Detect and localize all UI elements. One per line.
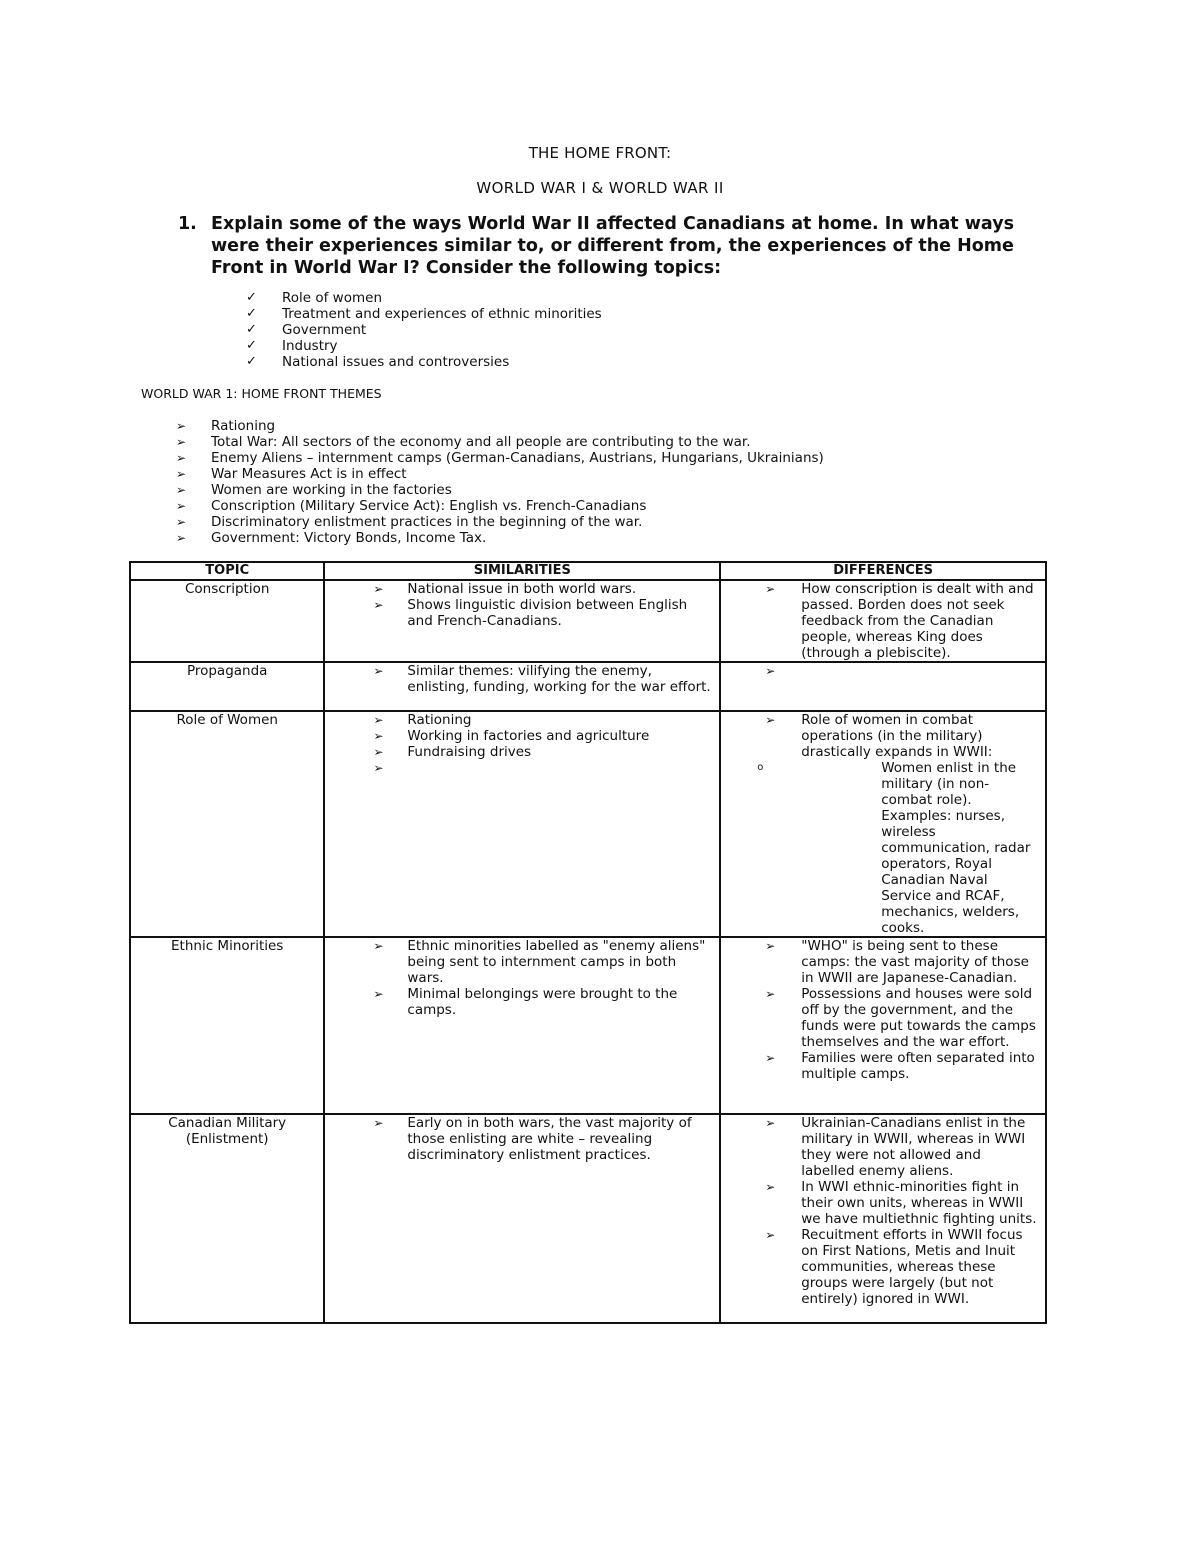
question-text: Explain some of the ways World War II affected Canadians at home. In what ways were their experiences similar to, or different from, the experiences of the Home Front in World War I? Consider the following topics: [211,214,1015,278]
theme-item: ➢ Total War: All sectors of the economy and all people are contributing to the war. [176,434,751,450]
list-item: ➢ National issue in both world wars. [373,581,637,597]
list-item: ➢ Early on in both wars, the vast majority of those enlisting are white – revealing discriminatory enlistment practices. [373,1115,692,1163]
circle-bullet-icon: o [757,762,764,773]
topic-cell [130,1114,324,1323]
table-row [130,662,1046,711]
list-item: ➢ Similar themes: vilifying the enemy, enlisting, funding, working for the war effort. [373,663,711,695]
checkmark-icon: ✓ [246,290,257,305]
checklist-item: ✓ Government [246,322,367,338]
document-subtitle: WORLD WAR I & WORLD WAR II [476,179,724,197]
theme-item: ➢ War Measures Act is in effect [176,466,407,482]
sub-list-item: o Women enlist in the military (in non-combat role). Examples: nurses, wireless communication, radar operators, Royal Canadian Naval Service and RCAF, mechanics, welders, cooks. [757,760,1031,936]
header-topic: TOPIC [130,562,324,580]
comparison-table [129,561,1047,1324]
topic-cell: Ethnic Minorities [130,937,324,1114]
arrow-bullet-icon: ➢ [176,531,187,545]
list-item [325,760,719,776]
similarities-cell [324,711,720,937]
arrow-bullet-icon: ➢ [176,499,187,513]
checklist-item: ✓ National issues and controversies [246,354,510,370]
theme-item: ➢ Rationing [176,418,276,434]
similarities-cell [324,662,720,711]
arrow-bullet-icon: ➢ [176,435,187,449]
table-row [130,1114,1046,1323]
differences-cell [720,711,1046,937]
checklist-item: ✓ Treatment and experiences of ethnic minorities [246,306,602,322]
arrow-bullet-icon: ➢ [373,582,384,596]
differences-cell [720,937,1046,1114]
differences-cell [720,580,1046,662]
list-item: ➢ Shows linguistic division between English and French-Canadians. [373,597,688,629]
arrow-bullet-icon: ➢ [765,1051,776,1065]
list-item: ➢ "WHO" is being sent to these camps: the vast majority of those in WWII are Japanese-Canadian. [765,938,1029,986]
arrow-bullet-icon: ➢ [373,598,384,612]
theme-item: ➢ Women are working in the factories [176,482,452,498]
similarities-cell [324,580,720,662]
arrow-bullet-icon: ➢ [373,987,384,1001]
list-item: ➢ Families were often separated into multiple camps. [765,1050,1035,1082]
checkmark-icon: ✓ [246,354,257,369]
question-number: 1. [178,214,197,234]
arrow-bullet-icon: ➢ [765,713,776,727]
arrow-bullet-icon: ➢ [765,1180,776,1194]
topic-cell: Propaganda [130,662,324,711]
header-similarities: SIMILARITIES [324,562,720,580]
table-row [130,937,1046,1114]
list-item: ➢ Minimal belongings were brought to the camps. [373,986,678,1018]
checkmark-icon: ✓ [246,322,257,337]
list-item: ➢ Ethnic minorities labelled as "enemy aliens" being sent to internment camps in both wars. [373,938,706,986]
table-row [130,580,1046,662]
list-item: ➢ Working in factories and agriculture [373,728,650,744]
topic-line: (Enlistment) [185,1131,269,1147]
theme-item: ➢ Discriminatory enlistment practices in the beginning of the war. [176,514,643,530]
theme-item: ➢ Enemy Aliens – internment camps (German-Canadians, Austrians, Hungarians, Ukrainians) [176,450,824,466]
topic-line: Canadian Military [168,1115,287,1131]
arrow-bullet-icon: ➢ [765,582,776,596]
similarities-cell [324,937,720,1114]
arrow-bullet-icon: ➢ [176,515,187,529]
arrow-bullet-icon: ➢ [373,939,384,953]
arrow-bullet-icon: ➢ [765,664,776,678]
list-item: ➢ In WWI ethnic-minorities fight in their own units, whereas in WWII we have multiethnic fighting units. [765,1179,1037,1227]
arrow-bullet-icon: ➢ [176,467,187,481]
arrow-bullet-icon: ➢ [176,451,187,465]
topic-cell: Role of Women [130,711,324,937]
table-row [130,711,1046,937]
arrow-bullet-icon: ➢ [765,939,776,953]
arrow-bullet-icon: ➢ [765,1228,776,1242]
checkmark-icon: ✓ [246,338,257,353]
table-header-row [130,562,1046,580]
themes-list [176,418,824,546]
arrow-bullet-icon: ➢ [373,761,384,775]
similarities-cell [324,1114,720,1323]
checklist-item: ✓ Industry [246,338,338,354]
list-item: ➢ Recuitment efforts in WWII focus on First Nations, Metis and Inuit communities, whereas these groups were largely (but not entirely) ignored in WWI. [765,1227,1023,1307]
question-1 [178,213,1048,279]
checkmark-icon: ✓ [246,306,257,321]
topic-cell: Conscription [130,580,324,662]
arrow-bullet-icon: ➢ [176,419,187,433]
document-title: THE HOME FRONT: [528,144,672,162]
list-item: ➢ Rationing [373,712,472,728]
arrow-bullet-icon: ➢ [176,483,187,497]
header-differences: DIFFERENCES [720,562,1046,580]
arrow-bullet-icon: ➢ [373,745,384,759]
arrow-bullet-icon: ➢ [373,1116,384,1130]
list-item: ➢ Possessions and houses were sold off by the government, and the funds were put towards the camps themselves and the war effort. [765,986,1036,1050]
list-item: ➢ Role of women in combat operations (in the military) drastically expands in WWII: o Women enlist in the military (in non-combat role). Examples: nurses, wireless communication, radar operators, Royal Canadian Naval Service and RCAF, mechanics, welders, cooks. [721,712,1045,936]
topic-checklist [246,290,602,370]
theme-item: ➢ Conscription (Military Service Act): English vs. French-Canadians [176,498,647,514]
arrow-bullet-icon: ➢ [373,664,384,678]
list-item: ➢ Fundraising drives [373,744,532,760]
list-item: ➢ How conscription is dealt with and passed. Borden does not seek feedback from the Canadian people, whereas King does (through a plebiscite). [765,581,1034,661]
theme-item: ➢ Government: Victory Bonds, Income Tax. [176,530,487,546]
section-heading: WORLD WAR 1: HOME FRONT THEMES [141,386,382,401]
differences-cell [720,1114,1046,1323]
list-item: ➢ Ukrainian-Canadians enlist in the military in WWII, whereas in WWI they were not allowed and labelled enemy aliens. [765,1115,1026,1179]
arrow-bullet-icon: ➢ [765,1116,776,1130]
arrow-bullet-icon: ➢ [373,729,384,743]
arrow-bullet-icon: ➢ [373,713,384,727]
arrow-bullet-icon: ➢ [765,987,776,1001]
checklist-item: ✓ Role of women [246,290,382,306]
differences-cell [720,662,1046,711]
